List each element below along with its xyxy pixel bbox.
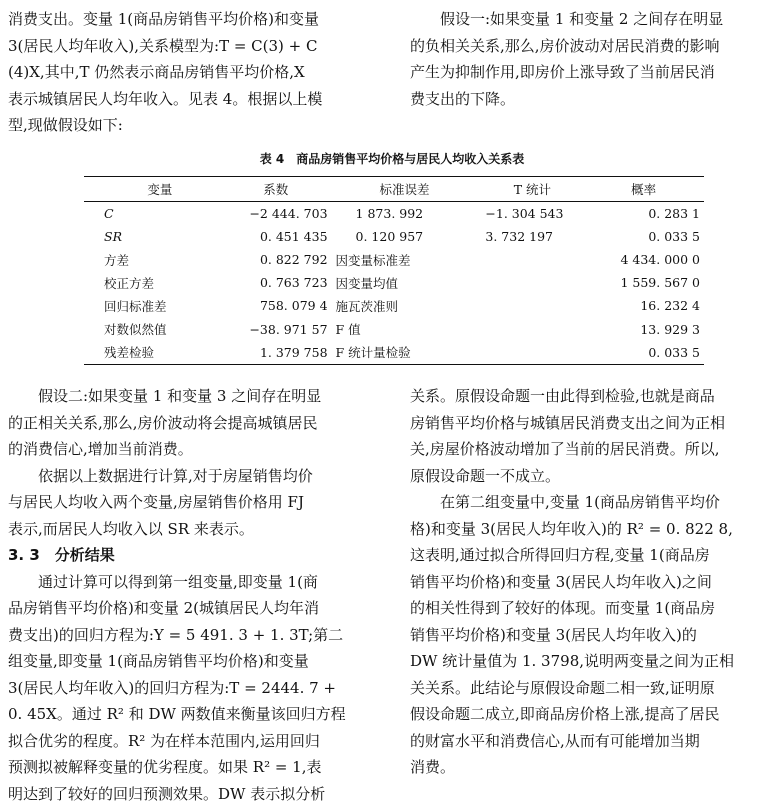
table-cell <box>481 317 583 340</box>
text-line: 预测拟被解释变量的优劣程度。如果 R² = 1,表 <box>8 758 322 776</box>
text-line: 房销售平均价格与城镇居民消费支出之间为正相 <box>410 413 726 432</box>
text-line: 通过计算可以得到第一组变量,即变量 1(商 <box>38 572 318 591</box>
text-line: 假设二:如果变量 1 和变量 3 之间存在明显 <box>38 387 322 405</box>
regression-table <box>84 176 704 365</box>
table-cell: 残差检验 <box>84 341 220 365</box>
text-line: 原假设命题一不成立。 <box>410 466 561 485</box>
text-line: 依据以上数据进行计算,对于房屋销售均价 <box>38 466 313 485</box>
table-cell: 1. 379 758 <box>220 341 332 365</box>
text-line: 的相关性得到了较好的体现。而变量 1(商品房 <box>410 599 716 617</box>
table-cell: 0. 763 723 <box>259 275 328 291</box>
table-cell <box>481 271 583 294</box>
text-line: 销售平均价格)和变量 3(居民人均年收入)之间 <box>410 572 712 591</box>
table-cell: 0. 120 957 <box>355 229 424 245</box>
text-line: 产生为抑制作用,即房价上涨导致了当前居民消 <box>410 63 715 81</box>
table-cell: 校正方差 <box>104 275 155 291</box>
table-cell: 0. 283 1 <box>648 206 700 222</box>
table-row <box>84 294 704 317</box>
table-cell <box>481 341 583 365</box>
table-cell <box>481 248 583 271</box>
table-row <box>84 317 704 340</box>
text-line: 0. 45X。通过 R² 和 DW 两数值来衡量该回归方程 <box>8 705 346 723</box>
text-line: 的正相关关系,那么,房价波动将会提高城镇居民 <box>8 413 318 432</box>
table-cell: 1 559. 567 0 <box>620 275 700 291</box>
table-cell: 758. 079 4 <box>259 298 328 314</box>
bottom-right-column <box>410 383 782 781</box>
table-cell: 0. 033 5 <box>648 229 700 245</box>
text-line: 型,现做假设如下: <box>8 116 123 134</box>
table-cell: F 值 <box>335 322 361 338</box>
text-line: 拟合优劣的程度。R² 为在样本范围内,运用回归 <box>8 731 320 750</box>
table-cell: 0. 033 5 <box>583 341 704 365</box>
text-line: 假设一:如果变量 1 和变量 2 之间存在明显 <box>440 10 724 28</box>
table-row <box>84 341 704 365</box>
table-cell <box>481 294 583 317</box>
top-left-column <box>8 6 380 139</box>
text-line: 消费支出。变量 1(商品房销售平均价格)和变量 <box>8 10 320 28</box>
table-cell: 因变量均值 <box>335 275 399 291</box>
text-line: 这表明,通过拟合所得回归方程,变量 1(商品房 <box>410 546 710 564</box>
text-line: (4)X,其中,T 仍然表示商品房销售平均价格,X <box>8 63 305 81</box>
text-line: 与居民人均收入两个变量,房屋销售价格用 FJ <box>8 493 304 511</box>
text-line: 费支出)的回归方程为:Y = 5 491. 3 + 1. 3T;第二 <box>8 625 344 644</box>
header-cell: 变量 <box>84 177 220 202</box>
text-line: 关系。原假设命题一由此得到检验,也就是商品 <box>410 387 715 405</box>
table-cell: 3. 732 197 <box>485 229 553 245</box>
table-cell: F 统计量检验 <box>332 341 482 365</box>
table-cell: 施瓦茨准则 <box>335 298 399 314</box>
text-line: 3(居民人均年收入)的回归方程为:T = 2444. 7 + <box>8 678 337 697</box>
section-heading: 3. 3 分析结果 <box>8 546 115 564</box>
table-cell: 13. 929 3 <box>640 321 700 337</box>
table-cell: −38. 971 57 <box>249 321 328 337</box>
text-line: 表示,而居民人均收入以 SR 来表示。 <box>8 519 254 538</box>
top-right-column <box>410 6 782 112</box>
table-cell: 回归标准差 <box>104 298 167 314</box>
text-line: 表示城镇居民人均年收入。见表 4。根据以上模 <box>8 89 323 108</box>
table-cell: −1. 304 543 <box>485 206 564 222</box>
text-line: 消费。 <box>410 758 456 776</box>
table-cell: 0. 822 792 <box>259 252 328 268</box>
table-row <box>84 271 704 294</box>
text-line: 的消费信心,增加当前消费。 <box>8 440 193 458</box>
header-cell: T 统计 <box>481 177 583 202</box>
text-line: 的财富水平和消费信心,从而有可能增加当期 <box>410 731 700 750</box>
table-row <box>84 202 704 226</box>
table-cell: 因变量标准差 <box>335 252 411 268</box>
text-line: 费支出的下降。 <box>410 89 516 108</box>
table-row <box>84 248 704 271</box>
bottom-left-column <box>8 383 380 807</box>
header-cell: 标准误差 <box>332 177 482 202</box>
text-line: 销售平均价格)和变量 3(居民人均年收入)的 <box>410 625 697 644</box>
table-header-row <box>84 177 704 202</box>
table-cell: 4 434. 000 0 <box>620 252 700 268</box>
table-cell: C <box>104 206 114 222</box>
table-caption: 表 4 商品房销售平均价格与居民人均收入关系表 <box>259 152 525 166</box>
text-line: 格)和变量 3(居民人均年收入)的 R² = 0. 822 8, <box>410 519 733 538</box>
table-cell: 1 873. 992 <box>355 206 424 222</box>
table-row <box>84 225 704 248</box>
table-cell: 16. 232 4 <box>640 298 700 314</box>
table-cell: 方差 <box>104 252 130 268</box>
table-cell: −2 444. 703 <box>249 206 328 222</box>
header-cell: 概率 <box>583 177 704 202</box>
table-cell: 0. 451 435 <box>259 229 328 245</box>
text-line: 的负相关关系,那么,房价波动对居民消费的影响 <box>410 36 720 55</box>
table-cell: SR <box>104 229 122 245</box>
text-line: 组变量,即变量 1(商品房销售平均价格)和变量 <box>8 652 309 670</box>
text-line: DW 统计量值为 1. 3798,说明两变量之间为正相 <box>410 652 735 670</box>
text-line: 品房销售平均价格)和变量 2(城镇居民人均年消 <box>8 599 320 617</box>
header-cell: 系数 <box>220 177 332 202</box>
text-line: 3(居民人均年收入),关系模型为:T = C(3) + C <box>8 36 318 55</box>
table-cell: 对数似然值 <box>104 322 167 338</box>
text-line: 关,房屋价格波动增加了当前的居民消费。所以, <box>410 440 720 458</box>
text-line: 关关系。此结论与原假设命题二相一致,证明原 <box>410 678 715 697</box>
text-line: 在第二组变量中,变量 1(商品房销售平均价 <box>440 493 720 511</box>
text-line: 明达到了较好的回归预测效果。DW 表示拟分析 <box>8 784 326 803</box>
text-line: 假设命题二成立,即商品房价格上涨,提高了居民 <box>410 705 720 723</box>
